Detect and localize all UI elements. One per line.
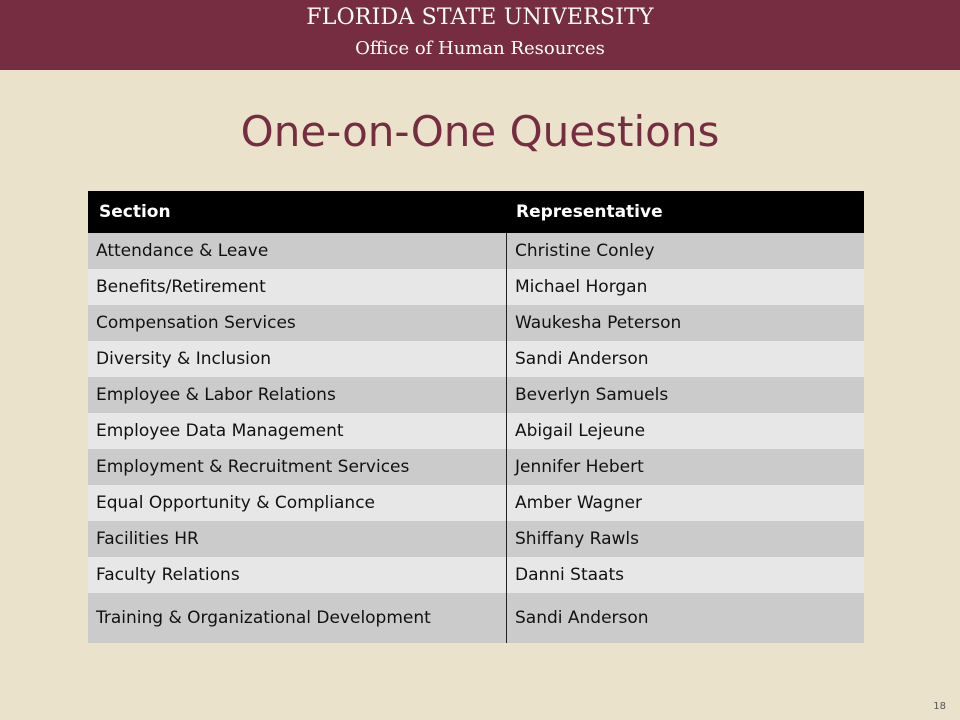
representative-cell: Abigail Lejeune [506, 413, 864, 449]
section-cell: Equal Opportunity & Compliance [96, 493, 375, 513]
section-cell: Compensation Services [96, 313, 296, 333]
table-row [88, 449, 864, 485]
table-row [88, 593, 864, 643]
section-cell: Employee Data Management [96, 421, 344, 441]
representative-cell: Amber Wagner [506, 485, 864, 521]
representative-cell: Christine Conley [506, 233, 864, 269]
table-row [88, 377, 864, 413]
representative-cell: Sandi Anderson [506, 341, 864, 377]
table-header-row [88, 191, 864, 233]
table-row [88, 521, 864, 557]
office-name: Office of Human Resources [355, 38, 605, 59]
slide-title: One-on-One Questions [240, 107, 720, 156]
section-cell: Facilities HR [96, 529, 199, 549]
page-number: 18 [933, 701, 946, 712]
contacts-table [88, 191, 864, 643]
table-row [88, 269, 864, 305]
representative-cell: Shiffany Rawls [506, 521, 864, 557]
table-row [88, 305, 864, 341]
section-cell: Faculty Relations [96, 565, 240, 585]
section-cell: Employment & Recruitment Services [96, 457, 410, 477]
representative-cell: Waukesha Peterson [506, 305, 864, 341]
section-cell: Benefits/Retirement [96, 277, 266, 297]
section-cell: Training & Organizational Development [96, 608, 431, 628]
column-header-section: Section [99, 202, 171, 222]
section-cell: Attendance & Leave [96, 241, 269, 261]
section-cell: Employee & Labor Relations [96, 385, 336, 405]
header-banner [0, 0, 960, 70]
column-header-representative: Representative [516, 202, 663, 222]
representative-cell: Beverlyn Samuels [506, 377, 864, 413]
representative-cell: Jennifer Hebert [506, 449, 864, 485]
representative-cell: Sandi Anderson [506, 593, 864, 643]
table-row [88, 413, 864, 449]
table-row [88, 233, 864, 269]
table-row [88, 557, 864, 593]
representative-cell: Michael Horgan [506, 269, 864, 305]
university-name: FLORIDA STATE UNIVERSITY [306, 5, 654, 30]
representative-cell: Danni Staats [506, 557, 864, 593]
table-row [88, 341, 864, 377]
table-row [88, 485, 864, 521]
section-cell: Diversity & Inclusion [96, 349, 272, 369]
